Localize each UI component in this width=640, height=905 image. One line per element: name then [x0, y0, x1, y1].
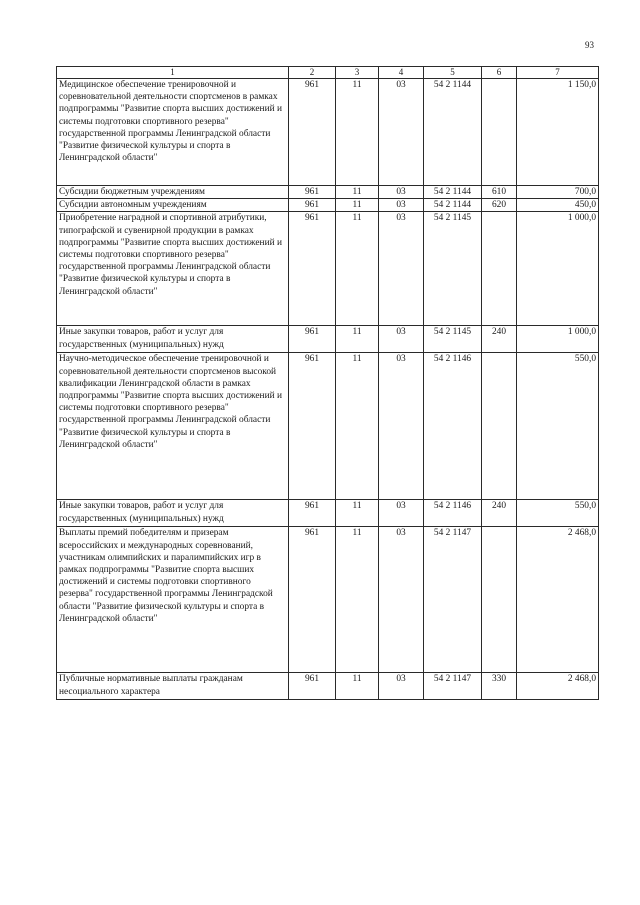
row-subsection: 03 [379, 326, 424, 353]
row-expense-type [482, 527, 517, 673]
row-code: 961 [289, 186, 336, 199]
table-row [57, 326, 599, 353]
row-target-article: 54 2 1144 [424, 199, 482, 212]
row-amount: 2 468,0 [517, 673, 599, 700]
row-section: 11 [336, 79, 379, 186]
row-expense-type [482, 353, 517, 500]
row-code: 961 [289, 673, 336, 700]
row-target-article: 54 2 1144 [424, 79, 482, 186]
header-row [57, 67, 599, 79]
row-code: 961 [289, 212, 336, 326]
row-expense-type: 240 [482, 326, 517, 353]
row-target-article: 54 2 1146 [424, 500, 482, 527]
row-target-article: 54 2 1144 [424, 186, 482, 199]
row-amount: 700,0 [517, 186, 599, 199]
row-name: Публичные нормативные выплаты гражданам несоциального характера [57, 673, 289, 700]
column-header-1: 1 [57, 67, 289, 79]
row-target-article: 54 2 1145 [424, 212, 482, 326]
table-row [57, 500, 599, 527]
row-expense-type [482, 79, 517, 186]
table-row [57, 353, 599, 500]
column-header-6: 6 [482, 67, 517, 79]
row-section: 11 [336, 500, 379, 527]
row-target-article: 54 2 1147 [424, 673, 482, 700]
table-row [57, 186, 599, 199]
column-header-5: 5 [424, 67, 482, 79]
row-expense-type [482, 212, 517, 326]
row-target-article: 54 2 1145 [424, 326, 482, 353]
row-amount: 1 000,0 [517, 212, 599, 326]
column-header-7: 7 [517, 67, 599, 79]
row-code: 961 [289, 326, 336, 353]
row-code: 961 [289, 353, 336, 500]
row-code: 961 [289, 199, 336, 212]
row-name: Медицинское обеспечение тренировочной и соревновательной деятельности спортсменов в рамках подпрограммы "Развитие спорта высших достижений и системы подготовки спортивного резерва" государственной программы Ленинградской области "Развитие физической культуры и спорта в Ленинградской области" [57, 79, 289, 186]
row-name: Иные закупки товаров, работ и услуг для государственных (муниципальных) нужд [57, 500, 289, 527]
table-row [57, 212, 599, 326]
row-code: 961 [289, 527, 336, 673]
row-section: 11 [336, 212, 379, 326]
row-section: 11 [336, 673, 379, 700]
row-expense-type: 620 [482, 199, 517, 212]
row-name: Субсидии автономным учреждениям [57, 199, 289, 212]
row-section: 11 [336, 353, 379, 500]
row-name: Выплаты премий победителям и призерам всероссийских и международных соревнований, участникам олимпийских и паралимпийских игр в рамках подпрограммы "Развитие спорта высших достижений и системы подготовки спортивного резерва" государственной программы Ленинградской области "Развитие физической культуры и спорта в Ленинградской области" [57, 527, 289, 673]
row-subsection: 03 [379, 212, 424, 326]
row-section: 11 [336, 326, 379, 353]
row-name: Иные закупки товаров, работ и услуг для государственных (муниципальных) нужд [57, 326, 289, 353]
row-subsection: 03 [379, 79, 424, 186]
row-subsection: 03 [379, 199, 424, 212]
table-row [57, 673, 599, 700]
row-section: 11 [336, 199, 379, 212]
row-target-article: 54 2 1146 [424, 353, 482, 500]
table-row [57, 79, 599, 186]
budget-table [56, 66, 599, 700]
row-amount: 450,0 [517, 199, 599, 212]
row-amount: 550,0 [517, 353, 599, 500]
column-header-4: 4 [379, 67, 424, 79]
row-section: 11 [336, 186, 379, 199]
row-name: Научно-методическое обеспечение тренировочной и соревновательной деятельности спортсменов высокой квалификации Ленинградской области в рамках подпрограммы "Развитие спорта высших достижений и системы подготовки спортивного резерва" государственной программы Ленинградской области "Развитие физической культуры и спорта в Ленинградской области" [57, 353, 289, 500]
row-name: Субсидии бюджетным учреждениям [57, 186, 289, 199]
row-amount: 2 468,0 [517, 527, 599, 673]
column-header-2: 2 [289, 67, 336, 79]
row-expense-type: 330 [482, 673, 517, 700]
row-code: 961 [289, 79, 336, 186]
table-row [57, 199, 599, 212]
row-subsection: 03 [379, 186, 424, 199]
row-expense-type: 240 [482, 500, 517, 527]
row-name: Приобретение наградной и спортивной атрибутики, типографской и сувенирной продукции в рамках подпрограммы "Развитие спорта высших достижений и системы подготовки спортивного резерва" государственной программы Ленинградской области "Развитие физической культуры и спорта в Ленинградской области" [57, 212, 289, 326]
row-section: 11 [336, 527, 379, 673]
page-number: 93 [585, 40, 594, 50]
row-amount: 1 150,0 [517, 79, 599, 186]
row-subsection: 03 [379, 527, 424, 673]
row-expense-type: 610 [482, 186, 517, 199]
row-subsection: 03 [379, 673, 424, 700]
column-header-3: 3 [336, 67, 379, 79]
row-target-article: 54 2 1147 [424, 527, 482, 673]
row-amount: 550,0 [517, 500, 599, 527]
row-code: 961 [289, 500, 336, 527]
row-subsection: 03 [379, 353, 424, 500]
table-row [57, 527, 599, 673]
row-amount: 1 000,0 [517, 326, 599, 353]
row-subsection: 03 [379, 500, 424, 527]
